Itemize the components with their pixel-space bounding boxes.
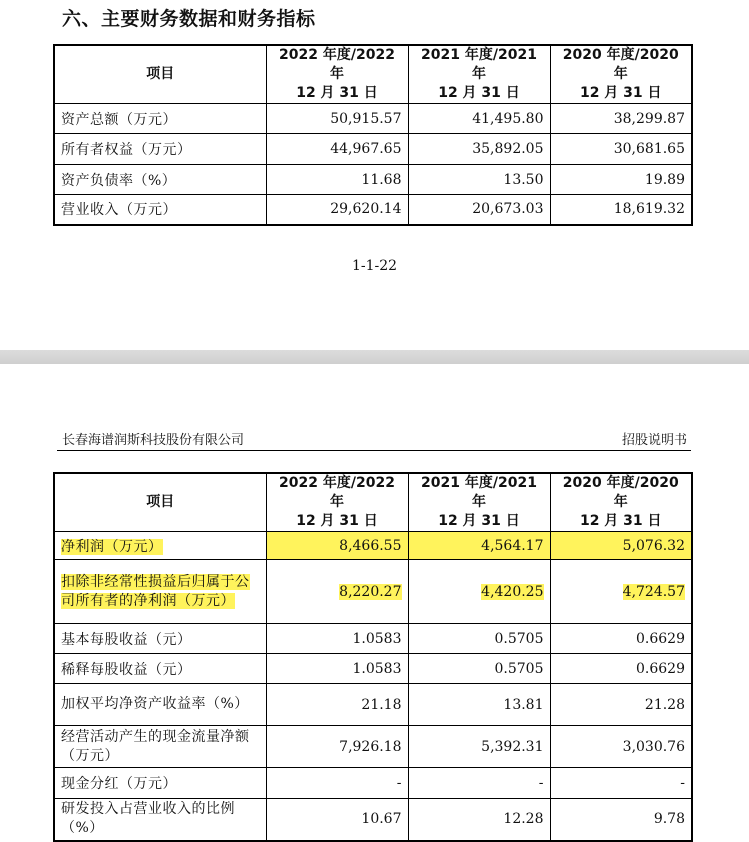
value-2021: 0.5705 — [408, 654, 550, 684]
value-2020: 38,299.87 — [550, 104, 692, 134]
table-row — [54, 684, 692, 726]
value-2022: - — [266, 768, 408, 799]
value-2022: 10.67 — [266, 799, 408, 841]
value-2022: 11.68 — [266, 165, 408, 195]
table-header-row — [54, 473, 692, 532]
row-label: 基本每股收益（元） — [54, 624, 266, 654]
value-2020: 0.6629 — [550, 654, 692, 684]
header-2021: 2021 年度/2021 年 12 月 31 日 — [408, 45, 550, 104]
document-type: 招股说明书 — [621, 433, 687, 448]
value-2020: 9.78 — [550, 799, 692, 841]
value-2022: 1.0583 — [266, 654, 408, 684]
row-label: 现金分红（万元） — [54, 768, 266, 799]
row-label: 稀释每股收益（元） — [54, 654, 266, 684]
header-2021: 2021 年度/2021 年 12 月 31 日 — [408, 473, 550, 532]
section-heading: 六、主要财务数据和财务指标 — [62, 8, 316, 30]
row-label: 研发投入占营业收入的比例（%） — [54, 799, 266, 841]
highlighted-label: 扣除非经常性损益后归属于公司所有者的净利润（万元） — [61, 573, 250, 609]
value-2022: 44,967.65 — [266, 134, 408, 165]
table-row — [54, 654, 692, 684]
table-row — [54, 165, 692, 195]
value-2021: 12.28 — [408, 799, 550, 841]
table-row — [54, 726, 692, 768]
value-2021: 0.5705 — [408, 624, 550, 654]
table-row — [54, 624, 692, 654]
highlighted-label: 净利润（万元） — [61, 538, 163, 555]
header-2022: 2022 年度/2022 年 12 月 31 日 — [266, 45, 408, 104]
value-2022: 21.18 — [266, 684, 408, 726]
value-2020: 18,619.32 — [550, 195, 692, 225]
row-label: 资产总额（万元） — [54, 104, 266, 134]
row-label — [54, 560, 266, 624]
table-row — [54, 134, 692, 165]
header-2020: 2020 年度/2020 年 12 月 31 日 — [550, 45, 692, 104]
value-2021: 4,420.25 — [408, 560, 550, 624]
value-2022: 1.0583 — [266, 624, 408, 654]
header-item: 项目 — [54, 45, 266, 104]
value-2021: 13.81 — [408, 684, 550, 726]
page-separator — [0, 350, 749, 364]
value-2021: 5,392.31 — [408, 726, 550, 768]
row-label: 经营活动产生的现金流量净额（万元） — [54, 726, 266, 768]
value-2020: 5,076.32 — [550, 532, 692, 560]
value-2021: 4,564.17 — [408, 532, 550, 560]
value-2021: 35,892.05 — [408, 134, 550, 165]
table-row — [54, 195, 692, 225]
value-2020: 30,681.65 — [550, 134, 692, 165]
value-2022: 8,220.27 — [266, 560, 408, 624]
table-row — [54, 799, 692, 841]
value-2021: 41,495.80 — [408, 104, 550, 134]
row-label: 资产负债率（%） — [54, 165, 266, 195]
value-2021: 13.50 — [408, 165, 550, 195]
value-2021: - — [408, 768, 550, 799]
header-2022: 2022 年度/2022 年 12 月 31 日 — [266, 473, 408, 532]
header-2020: 2020 年度/2020 年 12 月 31 日 — [550, 473, 692, 532]
financial-table-1 — [53, 44, 693, 226]
value-2020: - — [550, 768, 692, 799]
table-header-row — [54, 45, 692, 104]
value-2020: 4,724.57 — [550, 560, 692, 624]
value-2020: 0.6629 — [550, 624, 692, 654]
row-label: 营业收入（万元） — [54, 195, 266, 225]
company-name: 长春海谱润斯科技股份有限公司 — [62, 433, 245, 448]
row-label: 加权平均净资产收益率（%） — [54, 684, 266, 726]
value-2022: 29,620.14 — [266, 195, 408, 225]
value-2022: 7,926.18 — [266, 726, 408, 768]
table-row — [54, 532, 692, 560]
value-2020: 3,030.76 — [550, 726, 692, 768]
row-label: 所有者权益（万元） — [54, 134, 266, 165]
table-row — [54, 560, 692, 624]
header-item: 项目 — [54, 473, 266, 532]
table-row — [54, 768, 692, 799]
table-row — [54, 104, 692, 134]
header-rule — [57, 450, 691, 451]
value-2022: 50,915.57 — [266, 104, 408, 134]
financial-table-2 — [53, 472, 693, 842]
value-2021: 20,673.03 — [408, 195, 550, 225]
row-label — [54, 532, 266, 560]
value-2022: 8,466.55 — [266, 532, 408, 560]
value-2020: 21.28 — [550, 684, 692, 726]
page-number: 1-1-22 — [351, 258, 398, 274]
value-2020: 19.89 — [550, 165, 692, 195]
